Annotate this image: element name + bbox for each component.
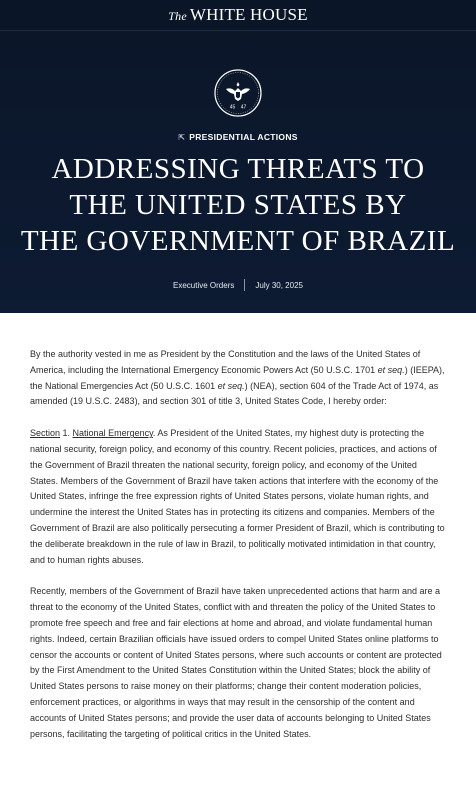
post-date: July 30, 2025 [255, 280, 303, 290]
intro-text: ) (IEEPA), the National Emergencies Act (50 U.S.C. 1601 [30, 364, 445, 391]
post-meta [0, 279, 476, 291]
white-house-logo-link[interactable] [168, 5, 307, 25]
section-text: . As President of the United States, my highest duty is protecting the national security, foreign policy, and economy of this country. Recent policies, practices, and actions of the Government of Brazil threaten the national security, foreign policy, and economy of the United States. Members of the Government of Brazil have taken actions that interfere with the economy of the United States, infringe the free expression rights of United States persons, violate human rights, and undermine the interest the United States has in protecting its citizens and companies. Members of the Government of Brazil are also politically persecuting a former President of Brazil, which is contributing to the deliberate breakdown in the rule of law in Brazil, to politically motivated intimidation in that country, and to human rights abuses. [30, 428, 445, 565]
category-link[interactable] [0, 132, 476, 142]
arrow-up-left-icon: ⇱ [178, 132, 186, 142]
title-line: THE UNITED STATES BY [69, 189, 407, 221]
post-type-link[interactable]: Executive Orders [173, 280, 235, 290]
section-1-paragraph [30, 426, 446, 568]
page-title [0, 151, 476, 259]
title-line: THE GOVERNMENT OF BRAZIL [20, 225, 456, 257]
article-body [0, 313, 476, 742]
intro-text: ) (NEA), section 604 of the Trade Act of 1974, as amended (19 U.S.C. 2483), and section 301 of title 3, United States Code, I hereby order: [30, 380, 439, 407]
section-number: 1. [60, 428, 73, 439]
section-label: Section [30, 428, 61, 439]
presidential-seal-icon [214, 69, 262, 117]
seal-left-number: 45 [229, 104, 236, 111]
page-hero [0, 31, 476, 313]
paragraph-3: Recently, members of the Government of Brazil have taken unprecedented actions that harm and are a threat to the economy of the United States, conflict with and threaten the policy of the United States to promote free speech and free and fair elections at home and abroad, and violate fundamental human rights. Indeed, certain Brazilian officials have issued orders to compel United States online platforms to censor the accounts or content of United States persons, where such accounts or content are protected by the First Amendment to the United States Constitution within the United States; block the ability of United States persons to raise money on their platforms; change their content moderation policies, enforcement practices, or algorithms in ways that may result in the censorship of the content and accounts of United States persons; and provide the user data of accounts belonging to United States persons, facilitating the targeting of political critics in the United States. [30, 586, 442, 739]
site-header [0, 0, 476, 31]
meta-divider [244, 279, 245, 291]
intro-text: By the authority vested in me as President by the Constitution and the laws of the United States of America, including the International Emergency Economic Powers Act (50 U.S.C. 1701 [30, 349, 421, 375]
et-seq-italic: et seq. [217, 380, 245, 391]
section-heading: National Emergency [72, 428, 153, 439]
brand-prefix: The [168, 9, 187, 23]
et-seq-italic: et seq. [377, 364, 405, 375]
intro-paragraph [30, 347, 446, 410]
title-line: ADDRESSING THREATS TO [51, 153, 425, 185]
category-label: PRESIDENTIAL ACTIONS [189, 132, 298, 142]
brand-name: WHITE HOUSE [189, 5, 308, 24]
seal-right-number: 47 [240, 104, 247, 111]
